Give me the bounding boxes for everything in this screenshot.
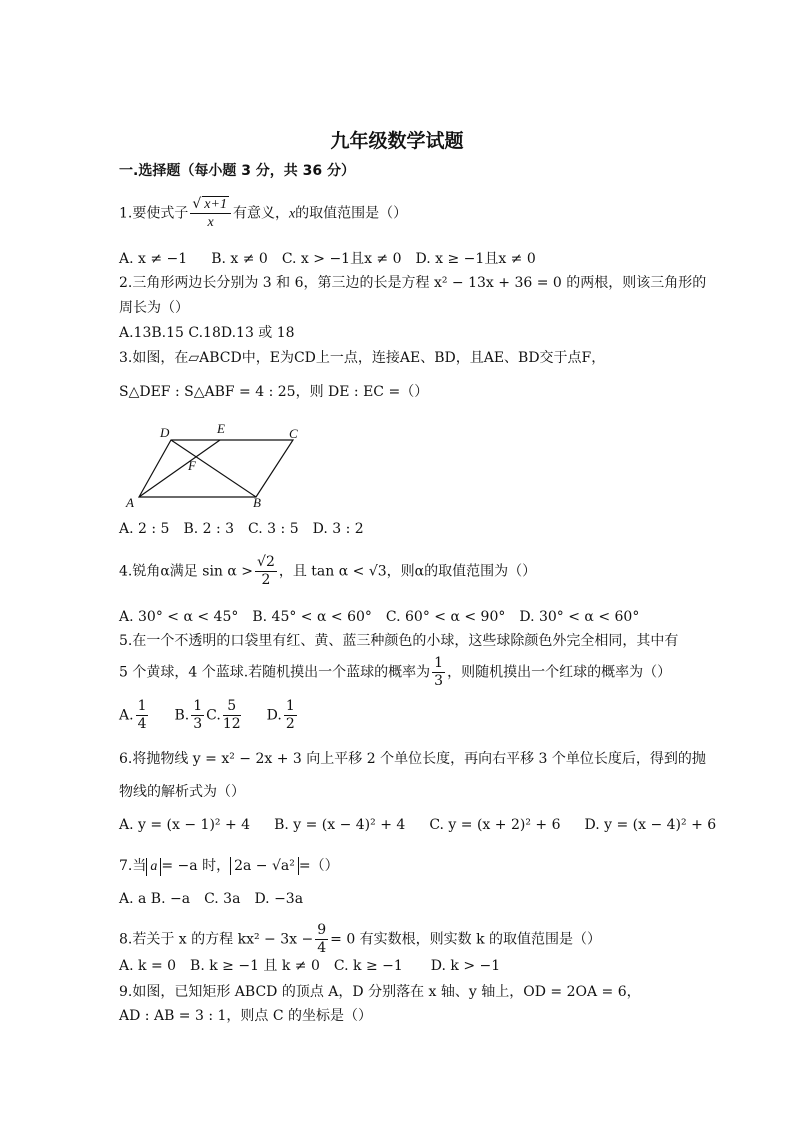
q7-prefix: 7.当 xyxy=(119,858,147,874)
q5-option-d xyxy=(284,698,297,733)
label-b: B xyxy=(253,495,261,510)
parallelogram-abcd xyxy=(139,440,293,497)
q8-prefix: 8.若关于 x 的方程 kx² − 3x − xyxy=(119,931,314,948)
label-e: E xyxy=(217,421,225,436)
q5-prob-num: 1 xyxy=(434,655,444,671)
q5-c-den: 12 xyxy=(222,716,241,732)
q8-text: = 0 有实数根，则实数 k 的取值范围是（） xyxy=(330,931,602,948)
q5-a-den: 4 xyxy=(137,716,147,732)
q6-option-c: C. y = (x + 2)² + 6 xyxy=(429,817,561,833)
q3-options: A. 2 : 5 B. 2 : 3 C. 3 : 5 D. 3 : 2 xyxy=(119,521,364,537)
q5-option-b-label: B. xyxy=(174,707,190,724)
q4-denominator: 2 xyxy=(261,572,271,588)
q4-numerator: √2 xyxy=(257,554,275,570)
q5-option-b xyxy=(191,698,204,733)
q5-option-c xyxy=(223,698,241,733)
q7-abs-expr: 2a − √a² xyxy=(230,857,299,875)
q1-option-c: C. x > −1且x ≠ 0 xyxy=(281,251,402,267)
q7-abs-a: a xyxy=(146,858,161,876)
label-d: D xyxy=(160,425,170,440)
q8-denominator: 4 xyxy=(317,940,327,956)
q6-line1: 6.将抛物线 y = x² − 2x + 3 向上平移 2 个单位长度，再向右平移 3 个单位长度后，得到的抛 xyxy=(119,751,706,767)
q5-prob-fraction xyxy=(432,655,445,690)
q6-option-a: A. y = (x − 1)² + 4 xyxy=(119,817,251,833)
q4-text: ，且 tan α < √3，则α的取值范围为（） xyxy=(278,563,537,580)
q7-text2: =（） xyxy=(298,858,339,874)
q1-prefix: 1.要使式子 xyxy=(119,205,189,222)
q5-d-num: 1 xyxy=(285,698,295,714)
q8-numerator: 9 xyxy=(317,922,327,938)
q7-text: = −a 时， xyxy=(161,858,231,874)
page-title: 九年级数学试题 xyxy=(330,130,464,152)
q1-options xyxy=(119,250,536,268)
q5-option-c-label: C. xyxy=(206,707,221,724)
q4-fraction xyxy=(255,554,277,589)
segment-bd xyxy=(171,440,256,497)
q6-line2: 物线的解析式为（） xyxy=(119,784,245,800)
q8-options: A. k = 0 B. k ≥ −1 且 k ≠ 0 C. k ≥ −1 D. k > −1 xyxy=(119,958,501,974)
q5-b-num: 1 xyxy=(193,698,203,714)
label-f: F xyxy=(188,458,196,473)
q4-options: A. 30° < α < 45° B. 45° < α < 60° C. 60° < α < 90° D. 30° < α < 60° xyxy=(119,609,640,625)
q9-line2: AD : AB = 3 : 1，则点 C 的坐标是（） xyxy=(119,1008,373,1024)
q5-option-a-label: A. xyxy=(119,707,134,724)
q5-d-den: 2 xyxy=(285,716,295,732)
q1-option-d: D. x ≥ −1且x ≠ 0 xyxy=(415,251,536,267)
q7-options: A. a B. −a C. 3a D. −3a xyxy=(119,891,304,907)
question-7 xyxy=(119,857,339,876)
q5-b-den: 3 xyxy=(193,716,203,732)
q1-text: 有意义， xyxy=(232,205,289,222)
question-4 xyxy=(119,554,536,589)
section-heading: 一.选择题（每小题 3 分，共 36 分） xyxy=(119,163,356,179)
q4-prefix: 4.锐角α满足 sin α > xyxy=(119,563,254,580)
q5-c-num: 5 xyxy=(223,698,241,716)
q2-line1: 2.三角形两边长分别为 3 和 6，第三边的长是方程 x² − 13x + 36 = 0 的两根，则该三角形的 xyxy=(119,275,707,291)
q5-option-d-label: D. xyxy=(266,707,282,724)
label-a: A xyxy=(126,495,134,510)
q5-line1: 5.在一个不透明的口袋里有红、黄、蓝三种颜色的小球，这些球除颜色外完全相同，其中有 xyxy=(119,633,679,649)
q6-option-d: D. y = (x − 4)² + 6 xyxy=(584,817,717,833)
q1-fraction: $\frac{√ x+1}{x}$ xyxy=(190,196,231,231)
q2-options: A.13B.15 C.18D.13 或 18 xyxy=(119,325,295,341)
q6-option-b: B. y = (x − 4)² + 4 xyxy=(274,817,406,833)
q1-option-a: A. x ≠ −1 xyxy=(119,251,188,267)
q8-fraction xyxy=(315,922,328,957)
label-c: C xyxy=(289,426,298,441)
q6-options xyxy=(119,816,716,834)
q1-radicand: x+1 xyxy=(204,197,227,212)
question-8 xyxy=(119,922,601,957)
q5-text2: ，则随机摸出一个红球的概率为（） xyxy=(447,664,672,681)
q3-line2: S△DEF : S△ABF = 4 : 25，则 DE : EC =（） xyxy=(119,384,429,400)
q5-option-a xyxy=(136,698,149,733)
segment-ae xyxy=(139,440,220,497)
question-1 xyxy=(119,196,407,231)
q5-options xyxy=(119,698,299,733)
q1-text2: 的取值范围是（） xyxy=(295,205,408,222)
q9-line1: 9.如图，已知矩形 ABCD 的顶点 A，D 分别落在 x 轴、y 轴上，OD = 2OA = 6， xyxy=(119,984,641,1000)
q1-var: x xyxy=(288,206,296,222)
q5-line2 xyxy=(119,655,671,690)
q5-a-num: 1 xyxy=(137,698,147,714)
q1-denominator: x xyxy=(207,215,214,230)
q3-parallelogram-figure xyxy=(115,420,315,512)
q2-line2: 周长为（） xyxy=(119,300,189,316)
q3-line1: 3.如图，在▱ABCD中，E为CD上一点，连接AE、BD，且AE、BD交于点F， xyxy=(119,350,606,366)
q1-option-b: B. x ≠ 0 xyxy=(211,251,268,267)
q5-prob-den: 3 xyxy=(434,673,444,689)
q5-text: 5 个黄球，4 个蓝球.若随机摸出一个蓝球的概率为 xyxy=(119,664,431,681)
